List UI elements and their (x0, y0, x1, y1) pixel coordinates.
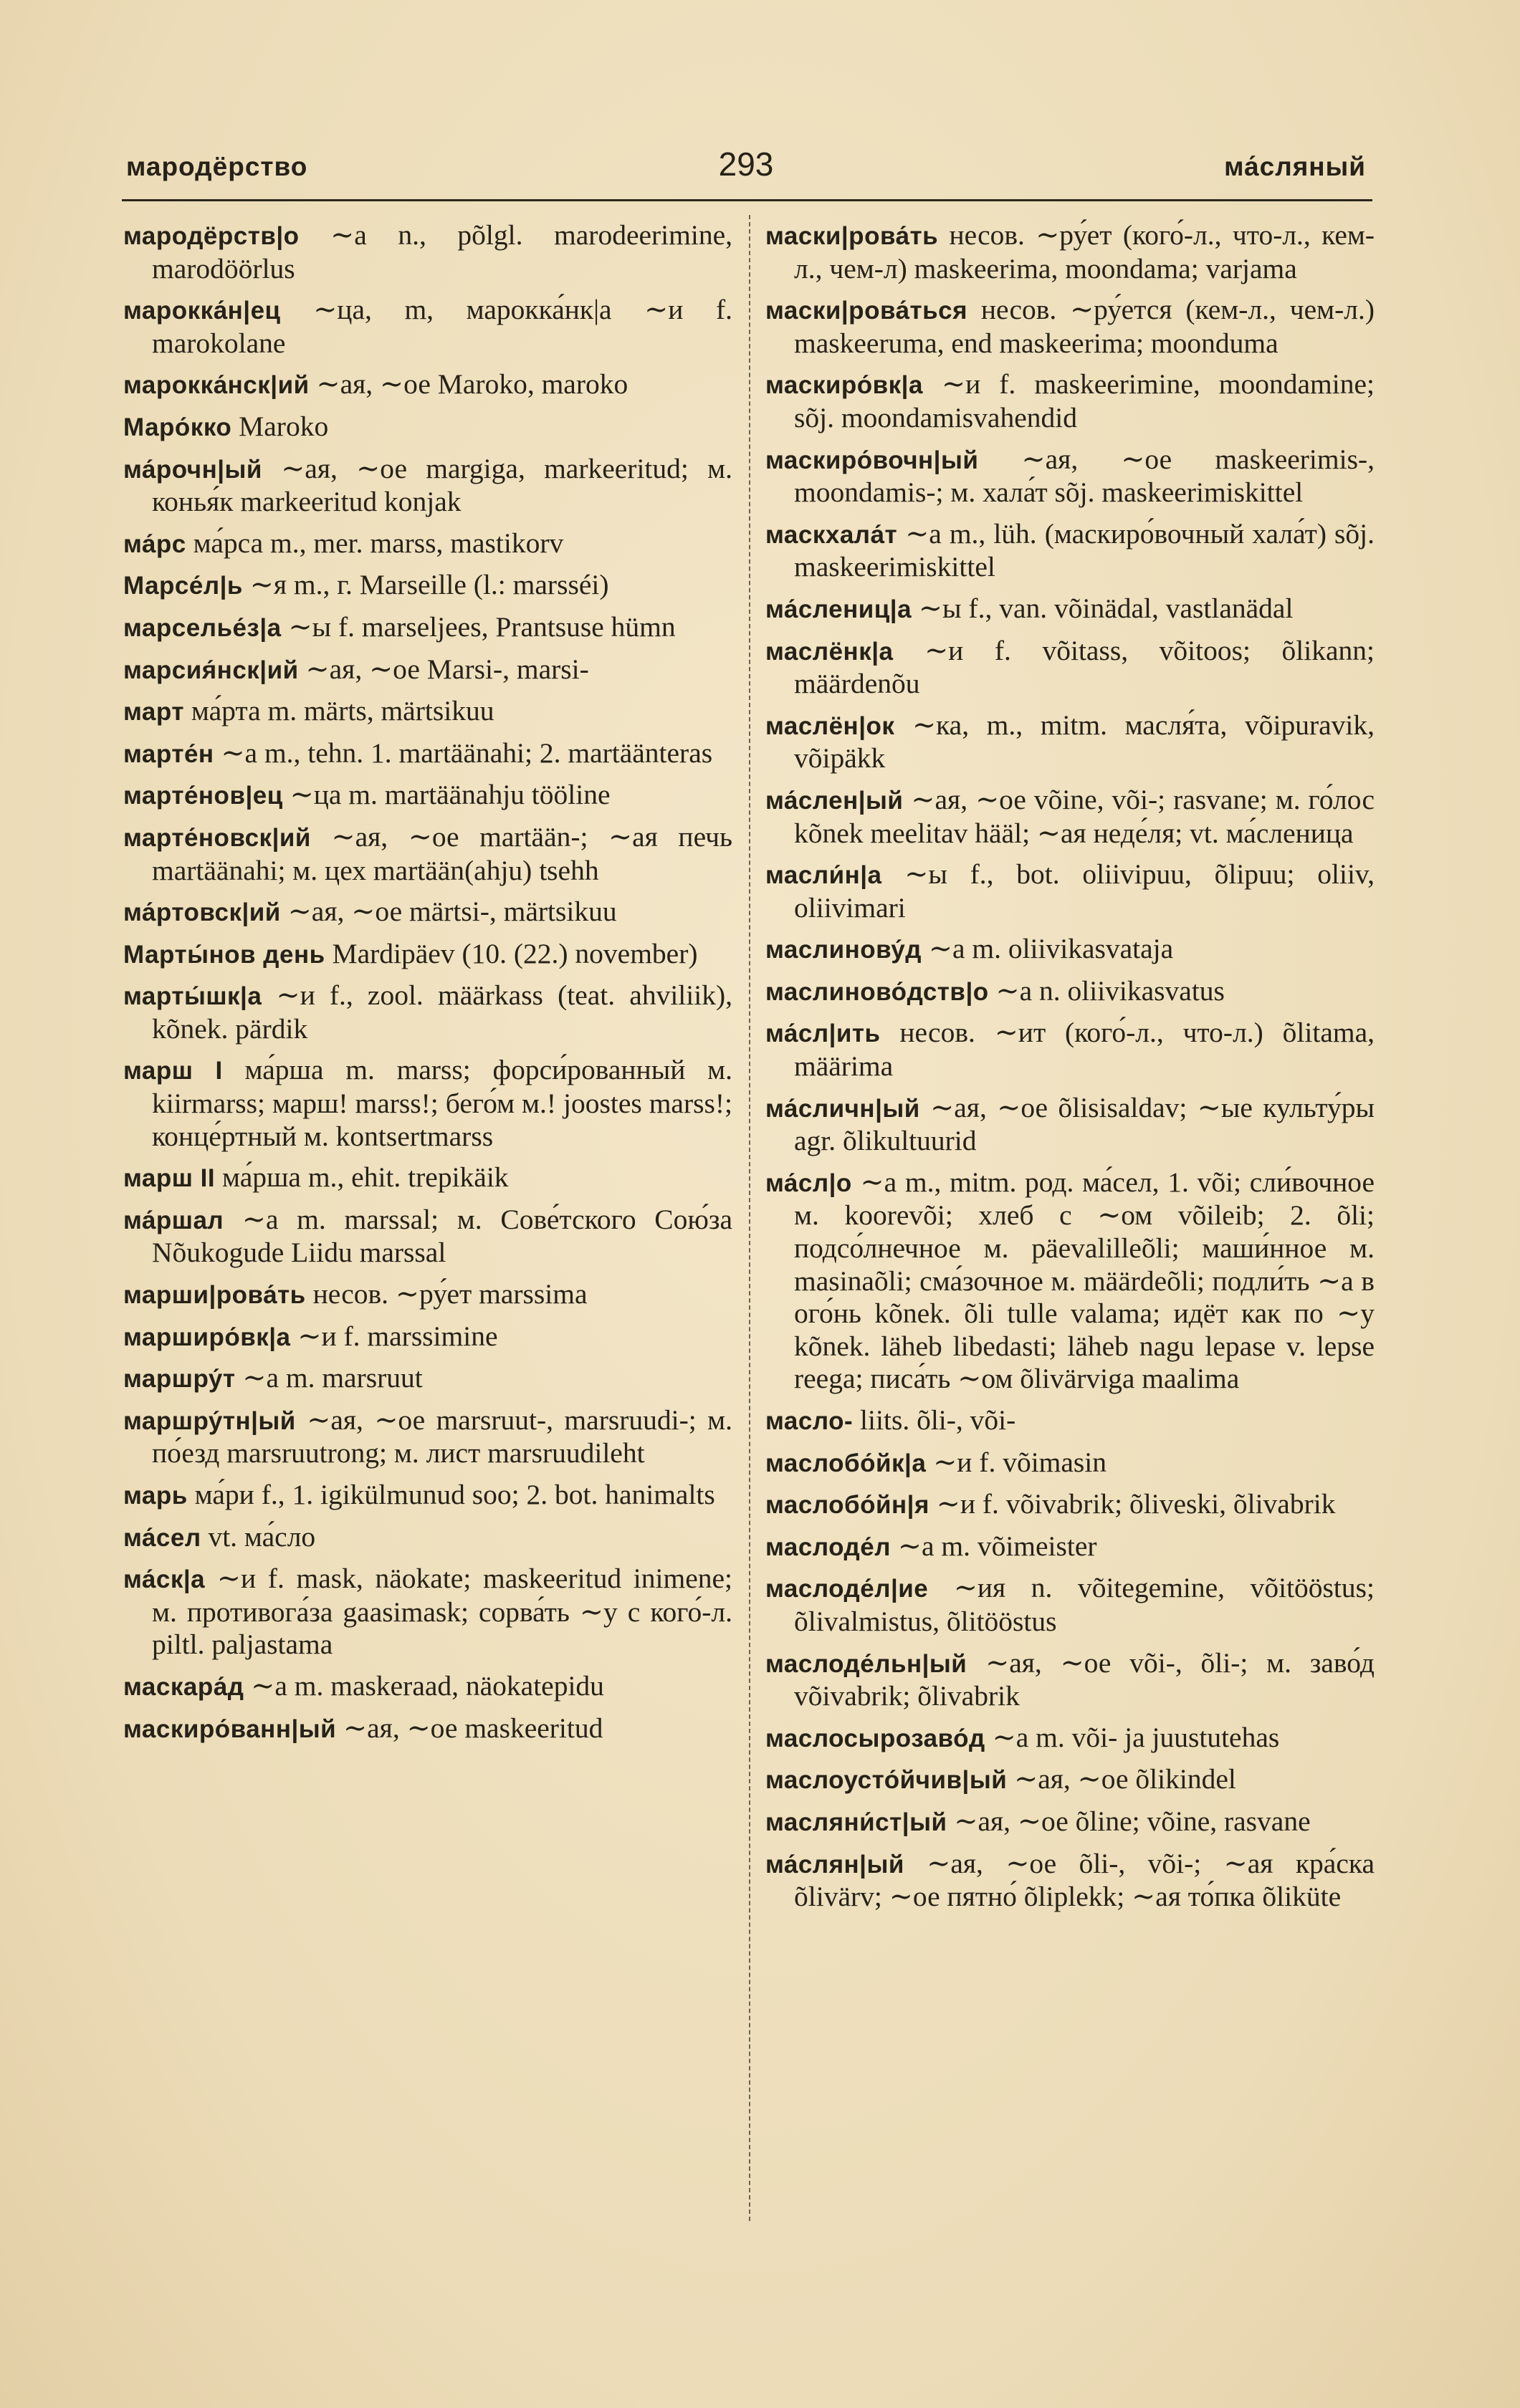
entry-text: ма́ри f., 1. igikülmunud soo; 2. bot. hanimalts (194, 1479, 715, 1510)
headword: марь (123, 1482, 188, 1510)
headword: март (123, 698, 184, 726)
header-rule (122, 199, 1372, 201)
headword: ма́рочн|ый (123, 455, 262, 484)
entry-text: liits. õli-, või- (860, 1404, 1016, 1436)
headword: маслоде́л|ие (765, 1575, 929, 1603)
dictionary-entry (123, 453, 732, 519)
entry-text: ∼и f. mask, näokate; maskeeritud inimene; м. противога́за gaasimask; сорва́ть ∼у с кого́-л. piltl. paljastama (152, 1563, 732, 1661)
entry-text: несов. ∼ру́ет marssima (312, 1278, 588, 1310)
dictionary-entry (765, 1488, 1375, 1522)
headword: ма́слениц|а (765, 595, 912, 623)
dictionary-entry (123, 1320, 732, 1354)
dictionary-entry (123, 569, 732, 603)
entry-text: несов. ∼ру́ется (кем-л., чем-л.) maskeeruma, end maskeerima; moonduma (794, 294, 1375, 359)
entry-text: ∼ая, ∼ое õline; võine, rasvane (954, 1805, 1311, 1837)
entry-text: ∼а m., mitm. род. ма́сел, 1. või; сли́вочное м. koorevõi; хлеб с ∼ом võileib; 2. õli; подсо́лнечное м. päevalilleõli; маши́нное м. masinaõli; сма́зочное м. määrdeõli; подли́ть ∼а в ого́нь kõnek. õli tulle valama; идёт как по ∼у kõnek. läheb libedasti; läheb nagu lepase v. lepse reega; писа́ть ∼ом õlivärviga maalima (794, 1166, 1375, 1395)
page-header (126, 142, 1366, 192)
entry-text: ∼а m. oliivikasvataja (928, 933, 1174, 965)
entry-text: ∼а n. oliivikasvatus (995, 974, 1225, 1007)
headword: марширо́вк|а (123, 1323, 291, 1351)
dictionary-entry (123, 938, 732, 972)
headword: ма́ск|а (123, 1565, 206, 1594)
headword: масли́н|а (765, 861, 882, 890)
dictionary-entry (765, 1092, 1375, 1158)
dictionary-entry (765, 1848, 1375, 1914)
headword: ма́сл|ить (765, 1020, 881, 1048)
headword: Марсе́л|ь (123, 572, 243, 600)
dictionary-entry (765, 1447, 1375, 1480)
left-column (123, 219, 732, 1754)
headword: маскиро́ванн|ый (123, 1714, 337, 1743)
entry-text: ∼ая, ∼ое Marsi-, marsi- (305, 653, 589, 685)
dictionary-entry (123, 611, 732, 645)
entry-text: Maroko (239, 410, 329, 442)
dictionary-entry (765, 858, 1375, 924)
dictionary-entry (123, 1712, 732, 1746)
headword: ма́сличн|ый (765, 1094, 920, 1123)
dictionary-entry (123, 1204, 732, 1270)
entry-text: vt. ма́сло (208, 1520, 316, 1553)
dictionary-entry (765, 518, 1375, 584)
column-divider (749, 215, 750, 2221)
headword: марш I (123, 1057, 223, 1085)
entry-text: ∼ая, ∼ое või-, õli-; м. заво́д võivabrik; õlivabrik (794, 1646, 1375, 1712)
dictionary-entry (123, 1521, 732, 1555)
headword: ма́сл|о (765, 1169, 852, 1197)
dictionary-entry (123, 219, 732, 285)
dictionary-entry (765, 933, 1375, 966)
dictionary-entry (123, 411, 732, 444)
dictionary-entry (765, 219, 1375, 285)
entry-text: ма́рша m., ehit. trepikäik (222, 1161, 509, 1194)
entry-text: ∼ая, ∼ое margiga, markeeritud; м. конья́к markeeritud konjak (152, 452, 732, 518)
entry-text: ∼ы f., van. võinädal, vastlanädal (918, 592, 1294, 624)
dictionary-entry (765, 1404, 1375, 1438)
entry-text: ∼ая, ∼ое marsruut-, marsruudi-; м. по́езд marsruutrong; м. лист marsruudileht (152, 1404, 733, 1469)
dictionary-entry (765, 1017, 1375, 1083)
headword: Марты́нов день (123, 940, 325, 969)
dictionary-entry (765, 1647, 1375, 1713)
dictionary-entry (123, 1278, 732, 1312)
headword: марте́н (123, 739, 214, 768)
entry-text: ∼ая, ∼ое maskeerimis-, moondamis-; м. хала́т sõj. maskeerimiskittel (794, 443, 1375, 509)
dictionary-entry (123, 294, 732, 360)
dictionary-entry (123, 979, 732, 1045)
entry-text: ∼и f., zool. määrkass (teat. ahviliik), kõnek. pärdik (152, 979, 733, 1045)
page-number: 293 (718, 145, 774, 183)
dictionary-entry (765, 709, 1375, 775)
dictionary-entry (123, 737, 732, 771)
entry-text: несов. ∼ру́ет (кого́-л., что-л., кем-л., чем-л) maskeerima, moondama; varjama (794, 219, 1375, 284)
dictionary-entry (765, 975, 1375, 1009)
headword: марши|рова́ть (123, 1281, 306, 1310)
entry-text: ∼ая, ∼ое Maroko, maroko (316, 368, 628, 400)
headword: марты́шк|а (123, 982, 262, 1011)
entry-text: ∼ца m. martäänahju tööline (290, 779, 611, 811)
headword: маскхала́т (765, 520, 898, 549)
entry-text: ∼а m. marssal; м. Сове́тского Сою́за Nõukogude Liidu marssal (152, 1203, 733, 1269)
entry-text: ∼ы f., bot. oliivipuu, õlipuu; oliiv, oliivimari (794, 858, 1375, 924)
entry-text: Mardipäev (10. (22.) november) (332, 937, 698, 969)
entry-text: ∼я m., г. Marseille (l.: marsséi) (249, 569, 609, 601)
dictionary-entry (123, 368, 732, 402)
headword: марокка́н|ец (123, 297, 281, 325)
headword: маслиново́дств|о (765, 977, 989, 1006)
headword: марш II (123, 1164, 216, 1193)
dictionary-entry (765, 1572, 1375, 1638)
running-head-first-word: мародёрство (126, 152, 308, 181)
entry-text: ∼а n., põlgl. marodeerimine, marodöörlus (152, 219, 733, 284)
headword: марсия́нск|ий (123, 656, 299, 684)
headword: маршру́тн|ый (123, 1406, 296, 1435)
entry-text: ∼ая, ∼ое märtsi-, märtsikuu (287, 896, 617, 928)
entry-text: ∼и f. maskeerimine, moondamine; sõj. moondamisvahendid (794, 368, 1375, 433)
headword: маслинову́д (765, 936, 922, 964)
entry-text: ма́рта m. märts, märtsikuu (191, 695, 494, 727)
entry-text: ∼ая, ∼ое õlisisaldav; ∼ые культу́ры agr. õlikultuurid (794, 1091, 1375, 1157)
headword: маслоусто́йчив|ый (765, 1766, 1008, 1795)
entry-text: ∼ая, ∼ое martään-; ∼ая печь martäänahi; м. цех martään(ahju) tsehh (152, 820, 732, 886)
dictionary-entry (765, 1722, 1375, 1755)
headword: ма́ршал (123, 1206, 224, 1234)
headword: ма́сел (123, 1523, 201, 1552)
entry-text: ∼ы f. marseljees, Prantsuse hümn (288, 610, 676, 643)
entry-text: ∼ая, ∼ое maskeeritud (343, 1712, 603, 1744)
dictionary-entry (123, 695, 732, 729)
entry-text: ∼а m. maskeraad, näokatepidu (251, 1669, 604, 1702)
entry-text: ∼а m. võimeister (897, 1530, 1097, 1562)
headword: марокка́нск|ий (123, 371, 310, 400)
headword: марте́нов|ец (123, 782, 283, 810)
headword: маслоде́л (765, 1532, 891, 1561)
dictionary-entry (123, 896, 732, 929)
dictionary-entry (123, 1404, 732, 1470)
dictionary-entry (123, 527, 732, 561)
dictionary-entry (123, 1362, 732, 1396)
headword: ма́рс (123, 529, 186, 558)
dictionary-entry (765, 1763, 1375, 1797)
entry-text: ∼ая, ∼ое õlikindel (1014, 1763, 1236, 1795)
entry-text: ∼и f. võivabrik; õliveski, õlivabrik (936, 1488, 1336, 1520)
headword: маслоде́льн|ый (765, 1649, 967, 1678)
headword: маски|рова́ться (765, 297, 968, 325)
dictionary-entry (123, 821, 732, 887)
entry-text: ∼ия n. võitegemine, võitööstus; õlivalmistus, õlitööstus (794, 1572, 1375, 1637)
headword: маскиро́вк|а (765, 371, 923, 400)
headword: марселье́з|а (123, 613, 282, 642)
entry-text: ∼и f. võitass, võitoos; õlikann; määrdenõu (794, 634, 1375, 700)
headword: маскара́д (123, 1672, 244, 1701)
dictionary-entry (765, 1805, 1375, 1839)
headword: масло- (765, 1407, 854, 1435)
entry-text: ∼а m. või- ja juustutehas (992, 1721, 1280, 1753)
dictionary-entry (765, 294, 1375, 360)
entry-text: ∼а m., tehn. 1. martäänahi; 2. martäänteras (221, 737, 713, 769)
headword: маслобо́йк|а (765, 1449, 927, 1477)
entry-text: ма́рса m., mer. marss, mastikorv (193, 527, 564, 559)
dictionary-entry (123, 1161, 732, 1195)
headword: маршру́т (123, 1365, 236, 1394)
dictionary-entry (123, 1479, 732, 1512)
entry-text: ∼а m., lüh. (маскиро́вочный хала́т) sõj. maskeerimiskittel (794, 517, 1375, 583)
dictionary-entry (123, 653, 732, 687)
headword: мародёрств|о (123, 222, 300, 250)
entry-text: ∼и f. võimasin (933, 1446, 1107, 1478)
headword: ма́слян|ый (765, 1850, 904, 1879)
headword: масляни́ст|ый (765, 1808, 947, 1836)
right-column (765, 219, 1375, 1922)
dictionary-entry (123, 1563, 732, 1661)
dictionary-entry (765, 635, 1375, 701)
dictionary-entry (765, 1166, 1375, 1396)
running-head-last-word: ма́сляный (1224, 152, 1366, 181)
headword: марте́новск|ий (123, 823, 311, 852)
headword: маскиро́вочн|ый (765, 446, 979, 474)
entry-text: ∼а m. marsruut (242, 1362, 423, 1394)
entry-text: ∼ая, ∼ое õli-, või-; ∼ая кра́ска õlivärv; ∼ое пятно́ õliplekk; ∼ая то́пка õliküte (794, 1847, 1375, 1913)
entry-text: ∼ка, m., mitm. масля́та, võipuravik, võipäkk (794, 709, 1375, 774)
headword: маски|рова́ть (765, 222, 939, 250)
dictionary-entry (123, 1054, 732, 1153)
dictionary-entry (765, 1530, 1375, 1564)
headword: маслосырозаво́д (765, 1724, 985, 1752)
headword: ма́ртовск|ий (123, 898, 281, 927)
entry-text: ∼ца, m, марокка́нк|а ∼и f. marokolane (152, 294, 733, 359)
headword: маслёнк|а (765, 637, 894, 666)
entry-text: несов. ∼ит (кого́-л., что-л.) õlitama, määrima (794, 1017, 1375, 1083)
dictionary-entry (765, 443, 1375, 509)
dictionary-entry (765, 784, 1375, 850)
headword: маслён|ок (765, 711, 895, 740)
dictionary-entry (765, 368, 1375, 434)
dictionary-entry (765, 593, 1375, 626)
dictionary-entry (123, 1670, 732, 1704)
headword: Маро́кко (123, 413, 232, 441)
headword: маслобо́йн|я (765, 1491, 929, 1520)
entry-text: ма́рша m. marss; форси́рованный м. kiirmarss; марш! marss!; бего́м м.! joostes marss!; конце́ртный м. kontsertmarss (152, 1054, 733, 1152)
entry-text: ∼ая, ∼ое võine, või-; rasvane; м. го́лос kõnek meelitav hääl; ∼ая неде́ля; vt. ма́сленица (794, 783, 1375, 849)
entry-text: ∼и f. marssimine (297, 1320, 498, 1352)
headword: ма́слен|ый (765, 786, 904, 815)
dictionary-entry (123, 779, 732, 812)
